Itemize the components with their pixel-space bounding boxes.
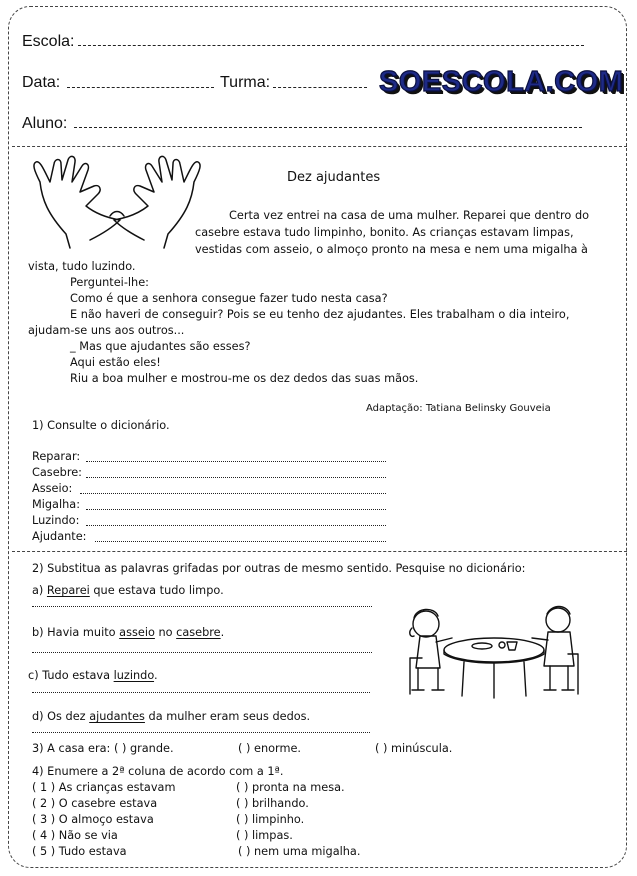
q2-item-a: a) Reparei que estava tudo limpo. [32, 584, 224, 597]
aluno-field[interactable] [74, 127, 582, 128]
story-line: vista, tudo luzindo. [28, 260, 136, 273]
underlined-word: asseio [119, 626, 155, 639]
hands-illustration [26, 152, 208, 250]
story-line: Perguntei-lhe: [70, 276, 149, 289]
q1-word: Casebre: [32, 466, 82, 479]
q1-answer-line[interactable] [86, 509, 386, 510]
story-line: E não haveri de conseguir? Pois se eu tenho dez ajudantes. Eles trabalham o dia inteiro, [70, 308, 570, 321]
q1-word: Reparar: [32, 450, 81, 463]
story-line: vestidas com asseio, o almoço pronto na mesa e nem uma migalha à [195, 243, 588, 256]
q4-right-item[interactable]: ( ) nem uma migalha. [238, 845, 361, 858]
q1-prompt: 1) Consulte o dicionário. [32, 419, 170, 432]
q4-left-item: ( 4 ) Não se via [32, 829, 118, 842]
q4-left-item: ( 2 ) O casebre estava [32, 797, 158, 810]
q4-left-item: ( 5 ) Tudo estava [32, 845, 127, 858]
q1-answer-line[interactable] [95, 541, 386, 542]
q4-left-item: ( 3 ) O almoço estava [32, 813, 154, 826]
q2a-answer-line[interactable] [32, 606, 372, 607]
q4-prompt: 4) Enumere a 2ª coluna de acordo com a 1ª. [32, 765, 284, 778]
worksheet-border [8, 6, 627, 868]
q1-word: Luzindo: [32, 514, 80, 527]
q2d-answer-line[interactable] [32, 732, 370, 733]
q1-answer-line[interactable] [86, 525, 386, 526]
aluno-label: Aluno: [22, 115, 68, 132]
q3-option-minuscula[interactable]: ( ) minúscula. [375, 742, 453, 755]
story-line: Aqui estão eles! [70, 356, 161, 369]
story-line: ajudam-se uns aos outros... [28, 324, 185, 337]
children-table-illustration [402, 598, 587, 700]
q2-item-b: b) Havia muito asseio no casebre. [32, 626, 225, 639]
turma-field[interactable] [273, 87, 367, 88]
data-field[interactable] [67, 87, 214, 88]
escola-field[interactable] [78, 45, 584, 46]
q1-word: Asseio: [32, 482, 73, 495]
data-label: Data: [22, 74, 61, 91]
q1-answer-line[interactable] [86, 461, 386, 462]
q1-word: Migalha: [32, 498, 81, 511]
header-divider [12, 146, 627, 147]
story-line: Riu a boa mulher e mostrou-me os dez dedos das suas mãos. [70, 372, 419, 385]
story-line: Como é que a senhora consegue fazer tudo nesta casa? [70, 292, 388, 305]
q2-item-c: c) Tudo estava luzindo. [28, 669, 158, 682]
escola-label: Escola: [22, 33, 75, 50]
section-divider [12, 551, 627, 552]
story-line: casebre estava tudo limpinho, bonito. As crianças estavam limpas, [195, 226, 574, 239]
turma-label: Turma: [220, 74, 271, 91]
q4-right-item[interactable]: ( ) limpinho. [236, 813, 305, 826]
q2-prompt: 2) Substitua as palavras grifadas por outras de mesmo sentido. Pesquise no dicionário: [32, 562, 526, 575]
q4-right-item[interactable]: ( ) pronta na mesa. [236, 781, 345, 794]
story-credit: Adaptação: Tatiana Belinsky Gouveia [366, 403, 551, 414]
underlined-word: luzindo [113, 669, 155, 682]
story-line: Certa vez entrei na casa de uma mulher. Reparei que dentro do [229, 209, 590, 222]
underlined-word: ajudantes [89, 710, 145, 723]
q4-left-item: ( 1 ) As crianças estavam [32, 781, 176, 794]
q1-answer-line[interactable] [86, 477, 386, 478]
q1-answer-line[interactable] [80, 493, 386, 494]
soescola-logo: SOESCOLA.COM [379, 66, 624, 98]
q2-item-d: d) Os dez ajudantes da mulher eram seus dedos. [32, 710, 311, 723]
q4-right-item[interactable]: ( ) brilhando. [236, 797, 309, 810]
story-line: _ Mas que ajudantes são esses? [70, 340, 251, 353]
underlined-word: casebre [176, 626, 221, 639]
q4-right-item[interactable]: ( ) limpas. [236, 829, 293, 842]
underlined-word: Reparei [46, 584, 90, 597]
q2c-answer-line[interactable] [32, 692, 370, 693]
q2b-answer-line[interactable] [32, 652, 372, 653]
story-title: Dez ajudantes [287, 170, 381, 185]
q1-word: Ajudante: [32, 530, 87, 543]
q3-option-enorme[interactable]: ( ) enorme. [238, 742, 302, 755]
q3-prompt: 3) A casa era: ( ) grande. [32, 742, 174, 755]
